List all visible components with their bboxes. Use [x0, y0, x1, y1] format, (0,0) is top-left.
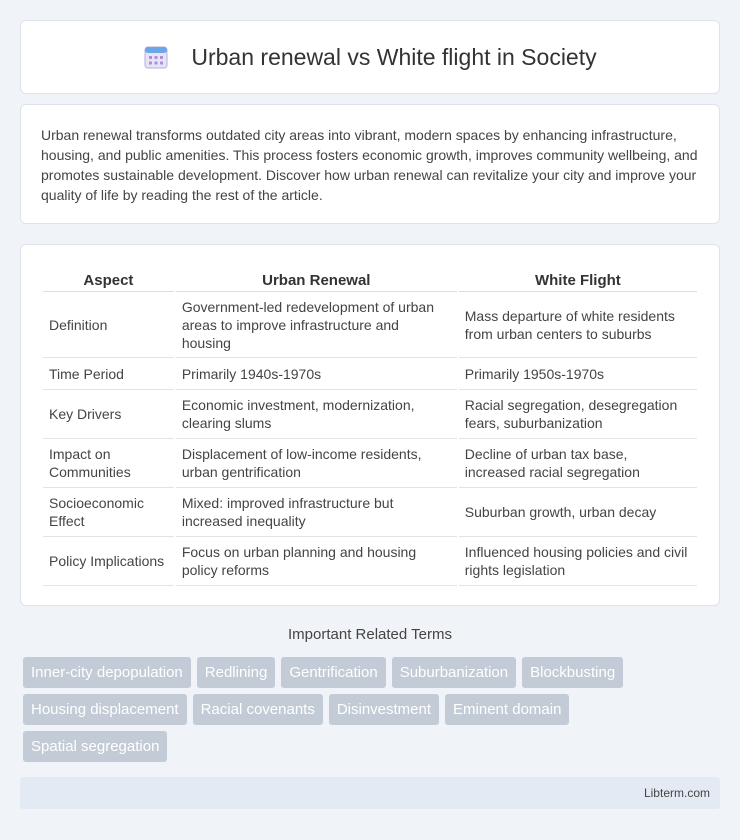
term-tag[interactable]: Redlining [197, 657, 276, 688]
header-card [20, 20, 720, 94]
cell-urban-renewal: Focus on urban planning and housing policy reforms [176, 537, 457, 586]
table-row [43, 439, 697, 488]
term-tag[interactable]: Gentrification [281, 657, 385, 688]
cell-white-flight: Primarily 1950s-1970s [459, 358, 697, 390]
cell-white-flight: Decline of urban tax base, increased racial segregation [459, 439, 697, 488]
cell-white-flight: Mass departure of white residents from urban centers to suburbs [459, 292, 697, 358]
footer-site-link[interactable]: Libterm.com [643, 786, 710, 800]
term-tag[interactable]: Racial covenants [193, 694, 323, 725]
comparison-table [41, 265, 699, 586]
intro-text: Urban renewal transforms outdated city areas into vibrant, modern spaces by enhancing infrastructure, housing, and public amenities. This process fosters economic growth, improves community wellbeing, and promotes sustainable development. Discover how urban renewal can revitalize your city and improve your quality of life by reading the rest of the article. [41, 127, 698, 203]
cell-aspect: Time Period [43, 358, 174, 390]
related-terms-title: Important Related Terms [288, 626, 452, 643]
cell-urban-renewal: Displacement of low-income residents, urban gentrification [176, 439, 457, 488]
cell-aspect: Impact on Communities [43, 439, 174, 488]
table-row [43, 358, 697, 390]
term-tag[interactable]: Inner-city depopulation [23, 657, 191, 688]
calendar-icon [143, 44, 169, 70]
footer [20, 777, 720, 809]
header-aspect: Aspect [43, 265, 174, 292]
table-row [43, 390, 697, 439]
cell-urban-renewal: Primarily 1940s-1970s [176, 358, 457, 390]
cell-urban-renewal: Economic investment, modernization, clearing slums [176, 390, 457, 439]
cell-white-flight: Influenced housing policies and civil rights legislation [459, 537, 697, 586]
intro-card [20, 104, 720, 224]
term-tag[interactable]: Housing displacement [23, 694, 187, 725]
page-title: Urban renewal vs White flight in Society [191, 43, 597, 70]
table-row [43, 488, 697, 537]
cell-urban-renewal: Mixed: improved infrastructure but increased inequality [176, 488, 457, 537]
term-tag[interactable]: Spatial segregation [23, 731, 167, 762]
table-row [43, 292, 697, 358]
cell-aspect: Definition [43, 292, 174, 358]
related-terms-list [23, 657, 723, 768]
term-tag[interactable]: Suburbanization [392, 657, 516, 688]
cell-urban-renewal: Government-led redevelopment of urban areas to improve infrastructure and housing [176, 292, 457, 358]
term-tag[interactable]: Eminent domain [445, 694, 569, 725]
table-row [43, 537, 697, 586]
table-header-row [43, 265, 697, 292]
term-tag[interactable]: Blockbusting [522, 657, 623, 688]
term-tag[interactable]: Disinvestment [329, 694, 439, 725]
comparison-table-card [20, 244, 720, 606]
header-white-flight: White Flight [459, 265, 697, 292]
cell-white-flight: Suburban growth, urban decay [459, 488, 697, 537]
cell-aspect: Socioeconomic Effect [43, 488, 174, 537]
cell-aspect: Key Drivers [43, 390, 174, 439]
cell-white-flight: Racial segregation, desegregation fears, suburbanization [459, 390, 697, 439]
header-urban-renewal: Urban Renewal [176, 265, 457, 292]
cell-aspect: Policy Implications [43, 537, 174, 586]
